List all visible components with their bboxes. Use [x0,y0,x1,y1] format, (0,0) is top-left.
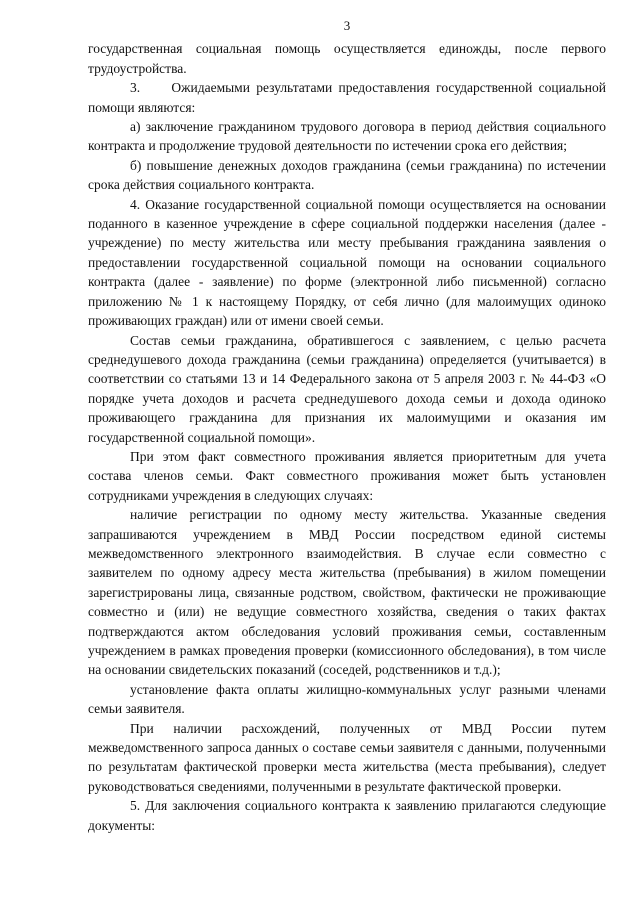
paragraph: 5. Для заключения социального контракта к заявлению прилагаются следующие документы: [88,798,606,833]
paragraph: При наличии расхождений, полученных от МВД России путем межведомственного запроса данных о составе семьи заявителя с данными, полученными по результатам фактической проверки места жительства (места пребывания), следует руководствоваться сведениями, полученными в результате фактической проверки. [88,720,606,794]
paragraph: 4. Оказание государственной социальной помощи осуществляется на основании поданного в казенное учреждение в сфере социальной поддержки населения (далее - учреждение) по месту жительства или месту пребывания гражданина заявления о предоставлении государственной социальной помощи на основании социального контракта (далее - заявление) по форме (электронной либо письменной) согласно приложению № 1 к настоящему Порядку, от себя лично (для малоимущих одиноко проживающих граждан) или от имени своей семьи. [88,196,606,329]
body-text [88,39,606,835]
paragraph: а) заключение гражданином трудового договора в период действия социального контракта и продолжение трудовой деятельности по истечении срока его действия; [88,119,606,154]
paragraph: При этом факт совместного проживания является приоритетным для учета состава членов семьи. Факт совместного проживания может быть установлен сотрудниками учреждения в следующих случаях: [88,448,606,503]
paragraph: наличие регистрации по одному месту жительства. Указанные сведения запрашиваются учреждением в МВД России посредством единой системы межведомственного электронного взаимодействия. В случае если совместно с заявителем по одному адресу места жительства (пребывания) в жилом помещении зарегистрированы лица, связанные родством, свойством, фактически не проживающие совместно и (или) не ведущие совместного хозяйства, сведения о таких фактах подтверждаются актом обследования условий проживания семьи, составленным учреждением в рамках проведения проверки (комиссионного обследования), в том числе на основании свидетельских показаний (соседей, родственников и т.д.); [88,507,606,678]
paragraph: Состав семьи гражданина, обратившегося с заявлением, с целью расчета среднедушевого дохода гражданина (семьи гражданина) определяется (учитывается) в соответствии со статьями 13 и 14 Федерального закона от 5 апреля 2003 г. № 44-ФЗ «О порядке учета доходов и расчета среднедушевого дохода семьи и дохода одиноко проживающего гражданина для признания их малоимущими и оказания им государственной социальной помощи». [88,332,606,445]
page-number: 3 [343,18,351,33]
paragraph: государственная социальная помощь осуществляется единожды, после первого трудоустройства. [88,41,606,76]
paragraph: б) повышение денежных доходов гражданина (семьи гражданина) по истечении срока действия социального контракта. [88,157,606,193]
paragraph: установление факта оплаты жилищно-коммунальных услуг разными членами семьи заявителя. [88,681,606,717]
paragraph: 3. Ожидаемыми результатами предоставления государственной социальной помощи являются: [88,80,606,115]
